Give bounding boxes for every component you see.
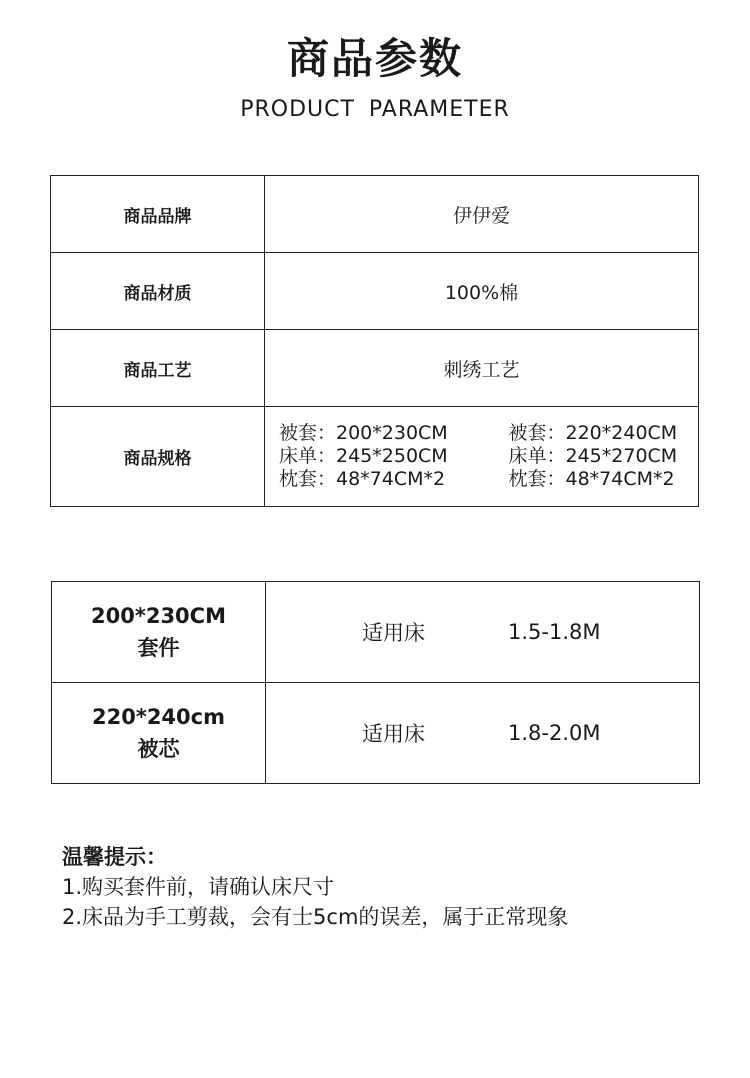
spec-item: 枕套：48*74CM*2 bbox=[508, 468, 675, 490]
page-title: 商品参数 bbox=[286, 34, 463, 83]
table-row bbox=[52, 582, 700, 683]
bed-type: 被芯 bbox=[137, 737, 180, 761]
spec-item: 枕套：48*74CM*2 bbox=[279, 468, 446, 490]
spec-item: 床单：245*250CM bbox=[279, 445, 448, 467]
spec-grid bbox=[265, 422, 698, 491]
fit-value: 1.8-2.0M bbox=[508, 721, 601, 745]
fit-label: 适用床 bbox=[362, 722, 425, 746]
bed-fit-cell bbox=[266, 683, 700, 784]
craft-label: 商品工艺 bbox=[51, 330, 265, 407]
table-row bbox=[51, 407, 699, 507]
table-row bbox=[51, 176, 699, 253]
parameter-table bbox=[50, 175, 699, 507]
tips-section bbox=[62, 842, 742, 932]
bed-size-table bbox=[51, 581, 700, 784]
spec-item: 被套：200*230CM bbox=[279, 422, 448, 444]
spec-item: 被套：220*240CM bbox=[508, 422, 678, 444]
spec-left-column bbox=[279, 422, 475, 491]
spec-right-column bbox=[489, 422, 685, 491]
brand-label: 商品品牌 bbox=[51, 176, 265, 253]
spec-value bbox=[265, 407, 699, 507]
spec-label: 商品规格 bbox=[51, 407, 265, 507]
bed-size: 200*230CM bbox=[91, 604, 226, 628]
spec-item: 床单：245*270CM bbox=[508, 445, 678, 467]
table-row bbox=[52, 683, 700, 784]
tip-line: 1.购买套件前，请确认床尺寸 bbox=[62, 875, 335, 899]
table-row bbox=[51, 253, 699, 330]
bed-fit-cell bbox=[266, 582, 700, 683]
table-row bbox=[51, 330, 699, 407]
fit-value: 1.5-1.8M bbox=[508, 620, 601, 644]
brand-value: 伊伊爱 bbox=[265, 176, 699, 253]
material-value: 100%棉 bbox=[265, 253, 699, 330]
material-label: 商品材质 bbox=[51, 253, 265, 330]
bed-size: 220*240cm bbox=[92, 705, 225, 729]
fit-label: 适用床 bbox=[362, 621, 425, 645]
page-subtitle: PRODUCT PARAMETER bbox=[240, 97, 510, 122]
bed-size-cell bbox=[52, 582, 266, 683]
craft-value: 刺绣工艺 bbox=[265, 330, 699, 407]
tip-line: 2.床品为手工剪裁，会有士5cm的误差，属于正常现象 bbox=[62, 905, 569, 929]
bed-type: 套件 bbox=[137, 636, 180, 660]
tips-title: 温馨提示： bbox=[62, 845, 167, 869]
bed-size-cell bbox=[52, 683, 266, 784]
